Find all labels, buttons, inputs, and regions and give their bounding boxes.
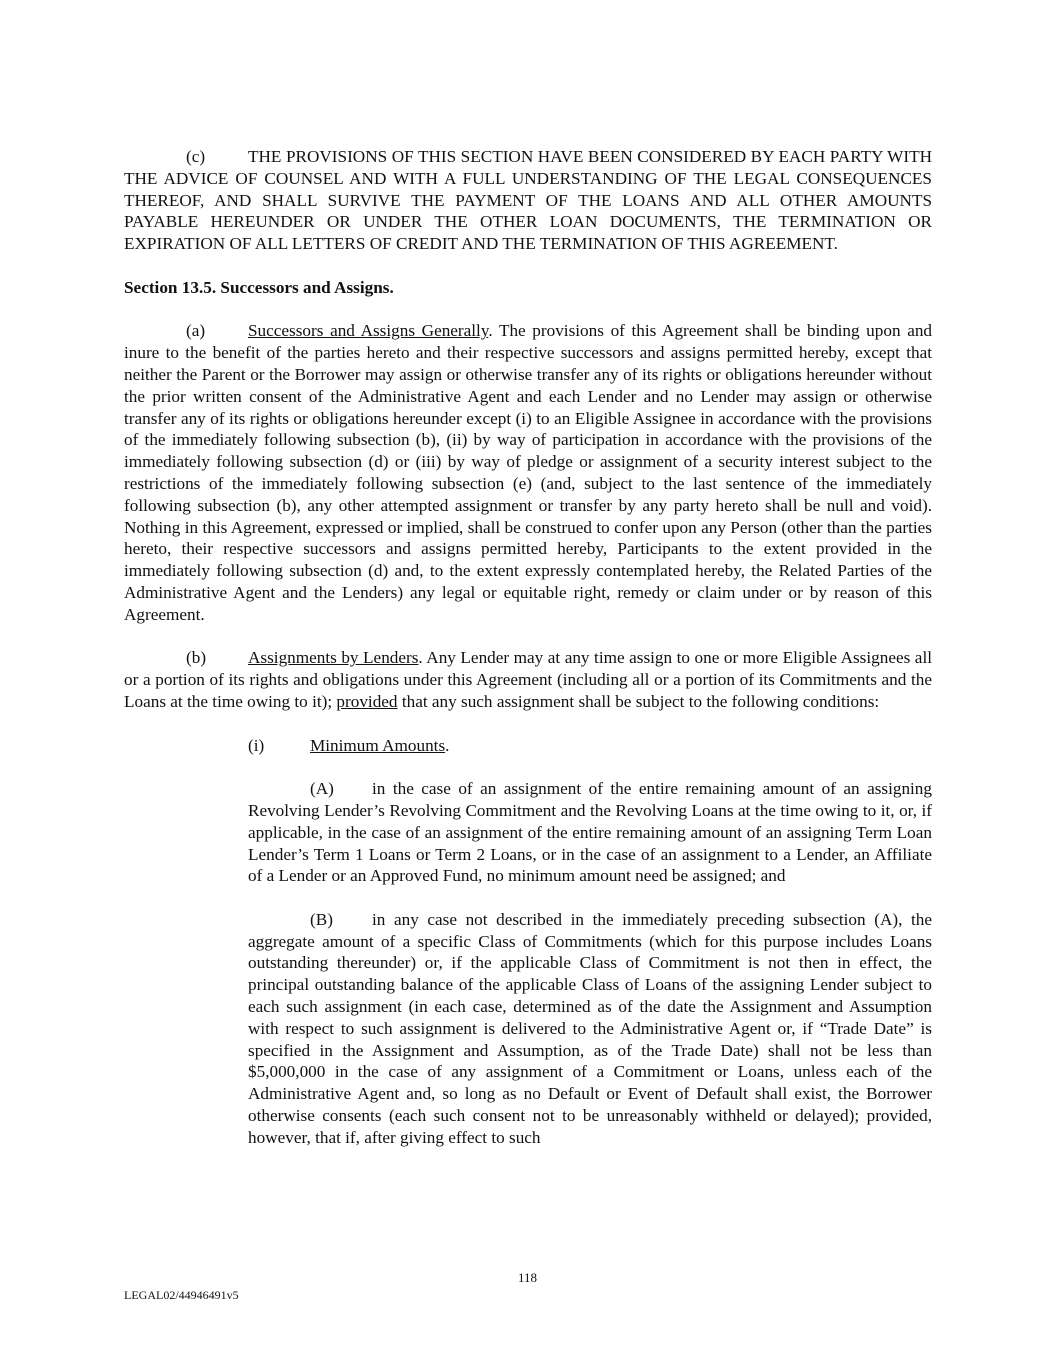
subsection-title: Minimum Amounts <box>310 735 446 755</box>
subsection-label: (A) <box>310 779 334 799</box>
subsection-B <box>248 909 932 1149</box>
subsection-text: in the case of an assignment of the entire remaining amount of an assigning Revolving Lender’s Revolving Commitment and the Revolving Loans at the time owing to it, or, if applicable, in the case of an assignment of the entire remaining amount of an assigning Term Loan Lender’s Term 1 Loans or Term 2 Loans, or in the case of an assignment to a Lender, an Affiliate of a Lender or an Approved Fund, no minimum amount need be assigned; and <box>248 779 932 886</box>
document-page <box>124 146 932 1170</box>
subsection-period: . <box>445 735 450 755</box>
paragraph-label: (c) <box>186 147 206 166</box>
subsection-label: (B) <box>310 909 333 929</box>
subsection-i <box>248 735 932 757</box>
paragraph-text: THE PROVISIONS OF THIS SECTION HAVE BEEN CONSIDERED BY EACH PARTY WITH THE ADVICE OF COUNSEL AND WITH A FULL UNDERSTANDING OF THE LEGAL CONSEQUENCES THEREOF, AND SHALL SURVIVE THE PAYMENT OF THE LOANS AND ALL OTHER AMOUNTS PAYABLE HEREUNDER OR UNDER THE OTHER LOAN DOCUMENTS, THE TERMINATION OR EXPIRATION OF ALL LETTERS OF CREDIT AND THE TERMINATION OF THIS AGREEMENT. <box>124 147 932 254</box>
document-id: LEGAL02/44946491v5 <box>124 1288 239 1302</box>
paragraph-c <box>124 146 932 255</box>
paragraph-text: . The provisions of this Agreement shall be binding upon and inure to the benefit of the parties hereto and their respective successors and assigns permitted hereby, except that neither the Parent or the Borrower may assign or otherwise transfer any of its rights or obligations hereunder without the prior written consent of the Administrative Agent and each Lender and no Lender may assign or otherwise transfer any of its rights or obligations hereunder except (i) to an Eligible Assignee in accordance with the provisions of the immediately following subsection (b), (ii) by way of participation in accordance with the provisions of the immediately following subsection (d) or (iii) by way of pledge or assignment of a security interest subject to the restrictions of the immediately following subsection (e) (and, subject to the last sentence of the immediately following subsection (b), any other attempted assignment or transfer by any party hereto shall be null and void). Nothing in this Agreement, expressed or implied, shall be construed to confer upon any Person (other than the parties hereto, their respective successors and assigns permitted hereby, Participants to the extent provided in the immediately following subsection (d) and, to the extent expressly contemplated hereby, the Related Parties of the Administrative Agent and the Lenders) any legal or equitable right, remedy or claim under or by reason of this Agreement. <box>124 321 933 624</box>
paragraph-b <box>124 647 932 712</box>
paragraph-label: (b) <box>186 648 207 668</box>
paragraph-text-cont: that any such assignment shall be subject to the following conditions: <box>397 691 880 711</box>
paragraph-label: (a) <box>186 321 206 341</box>
provided-term: provided <box>336 691 398 711</box>
subsection-label: (i) <box>248 735 265 755</box>
paragraph-title: Successors and Assigns Generally <box>248 321 489 341</box>
subsection-text: in any case not described in the immediately preceding subsection (A), the aggregate amount of a specific Class of Commitments (which for this purpose includes Loans outstanding thereunder) or, if the applicable Class of Commitment is not then in effect, the principal outstanding balance of the applicable Class of Loans of the assigning Lender subject to each such assignment (in each case, determined as of the date the Assignment and Assumption with respect to such assignment is delivered to the Administrative Agent or, if “Trade Date” is specified in the Assignment and Assumption, as of the Trade Date) shall not be less than $5,000,000 in the case of any assignment of a Commitment or Loans, unless each of the Administrative Agent and, so long as no Default or Event of Default shall exist, the Borrower otherwise consents (each such consent not to be unreasonably withheld or delayed); provided, however, that if, after giving effect to such <box>248 909 932 1147</box>
paragraph-a <box>124 320 932 625</box>
page-number: 118 <box>517 1270 538 1285</box>
paragraph-title: Assignments by Lenders <box>248 648 419 668</box>
paragraph-text: . Any Lender may at any time assign to one or more Eligible Assignees all or a portion of its rights and obligations under this Agreement (including all or a portion of its Commitments and the Loans at the time owing to it); <box>124 648 932 711</box>
section-heading: Section 13.5. Successors and Assigns. <box>124 277 394 297</box>
subsection-A <box>248 778 932 887</box>
